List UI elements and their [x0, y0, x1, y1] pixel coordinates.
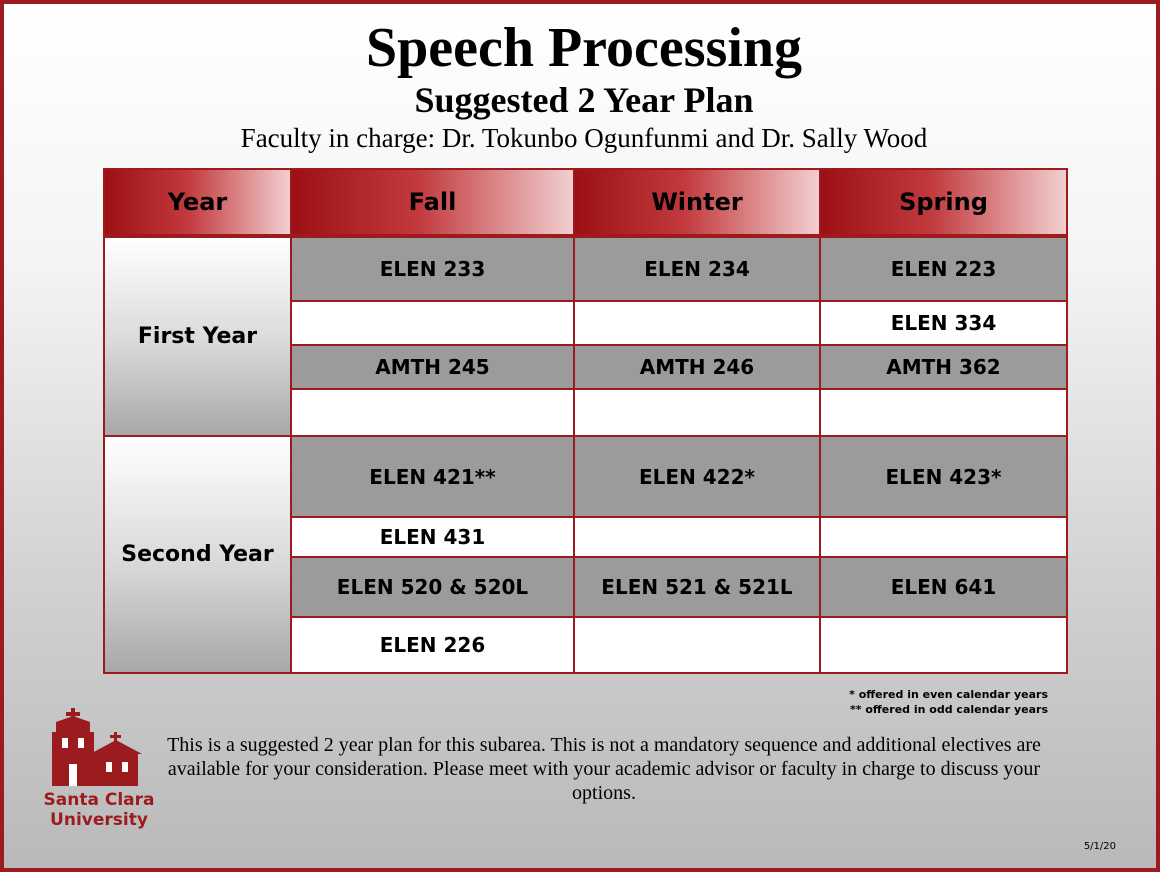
course-cell — [574, 617, 820, 673]
second-year-label: Second Year — [104, 436, 291, 673]
plan-description: This is a suggested 2 year plan for this subarea. This is not a mandatory sequence and additional electives are available for your consideration. Please meet with your academic advisor or faculty in charge to discuss your options. — [167, 734, 1041, 804]
first-year-label: First Year — [104, 236, 291, 436]
column-header-fall: Fall — [291, 169, 574, 236]
course-cell: AMTH 362 — [820, 345, 1067, 389]
course-cell: ELEN 234 — [574, 236, 820, 301]
column-header-year: Year — [104, 169, 291, 236]
course-cell — [291, 301, 574, 345]
column-header-winter: Winter — [574, 169, 820, 236]
header-row — [104, 169, 1067, 236]
course-cell — [291, 389, 574, 436]
course-cell: ELEN 233 — [291, 236, 574, 301]
page-subtitle: Suggested 2 Year Plan — [414, 80, 754, 120]
date-stamp: 5/1/20 — [1083, 841, 1116, 852]
course-cell: ELEN 521 & 521L — [574, 557, 820, 617]
footnote-odd: ** offered in odd calendar years — [850, 703, 1048, 716]
course-cell: ELEN 334 — [820, 301, 1067, 345]
footnotes — [849, 687, 1048, 717]
plan-table — [103, 168, 1068, 674]
course-cell — [820, 517, 1067, 557]
table-row — [104, 436, 1067, 517]
course-cell — [820, 617, 1067, 673]
course-cell: ELEN 226 — [291, 617, 574, 673]
course-cell: ELEN 431 — [291, 517, 574, 557]
page-title: Speech Processing — [365, 17, 803, 79]
course-cell: ELEN 421** — [291, 436, 574, 517]
course-cell — [574, 389, 820, 436]
faculty-line: Faculty in charge: Dr. Tokunbo Ogunfunmi and Dr. Sally Wood — [240, 123, 928, 153]
course-cell: AMTH 245 — [291, 345, 574, 389]
course-cell: ELEN 223 — [820, 236, 1067, 301]
course-cell: ELEN 423* — [820, 436, 1067, 517]
course-cell: ELEN 422* — [574, 436, 820, 517]
column-header-spring: Spring — [820, 169, 1067, 236]
course-cell — [574, 301, 820, 345]
university-logo — [34, 708, 164, 833]
mission-church-icon — [34, 708, 164, 790]
footnote-even: * offered in even calendar years — [849, 688, 1048, 701]
course-cell: ELEN 520 & 520L — [291, 557, 574, 617]
course-cell — [820, 389, 1067, 436]
course-cell: ELEN 641 — [820, 557, 1067, 617]
course-cell: AMTH 246 — [574, 345, 820, 389]
course-cell — [574, 517, 820, 557]
table-row — [104, 236, 1067, 301]
logo-wordmark: Santa Clara University — [43, 790, 155, 830]
